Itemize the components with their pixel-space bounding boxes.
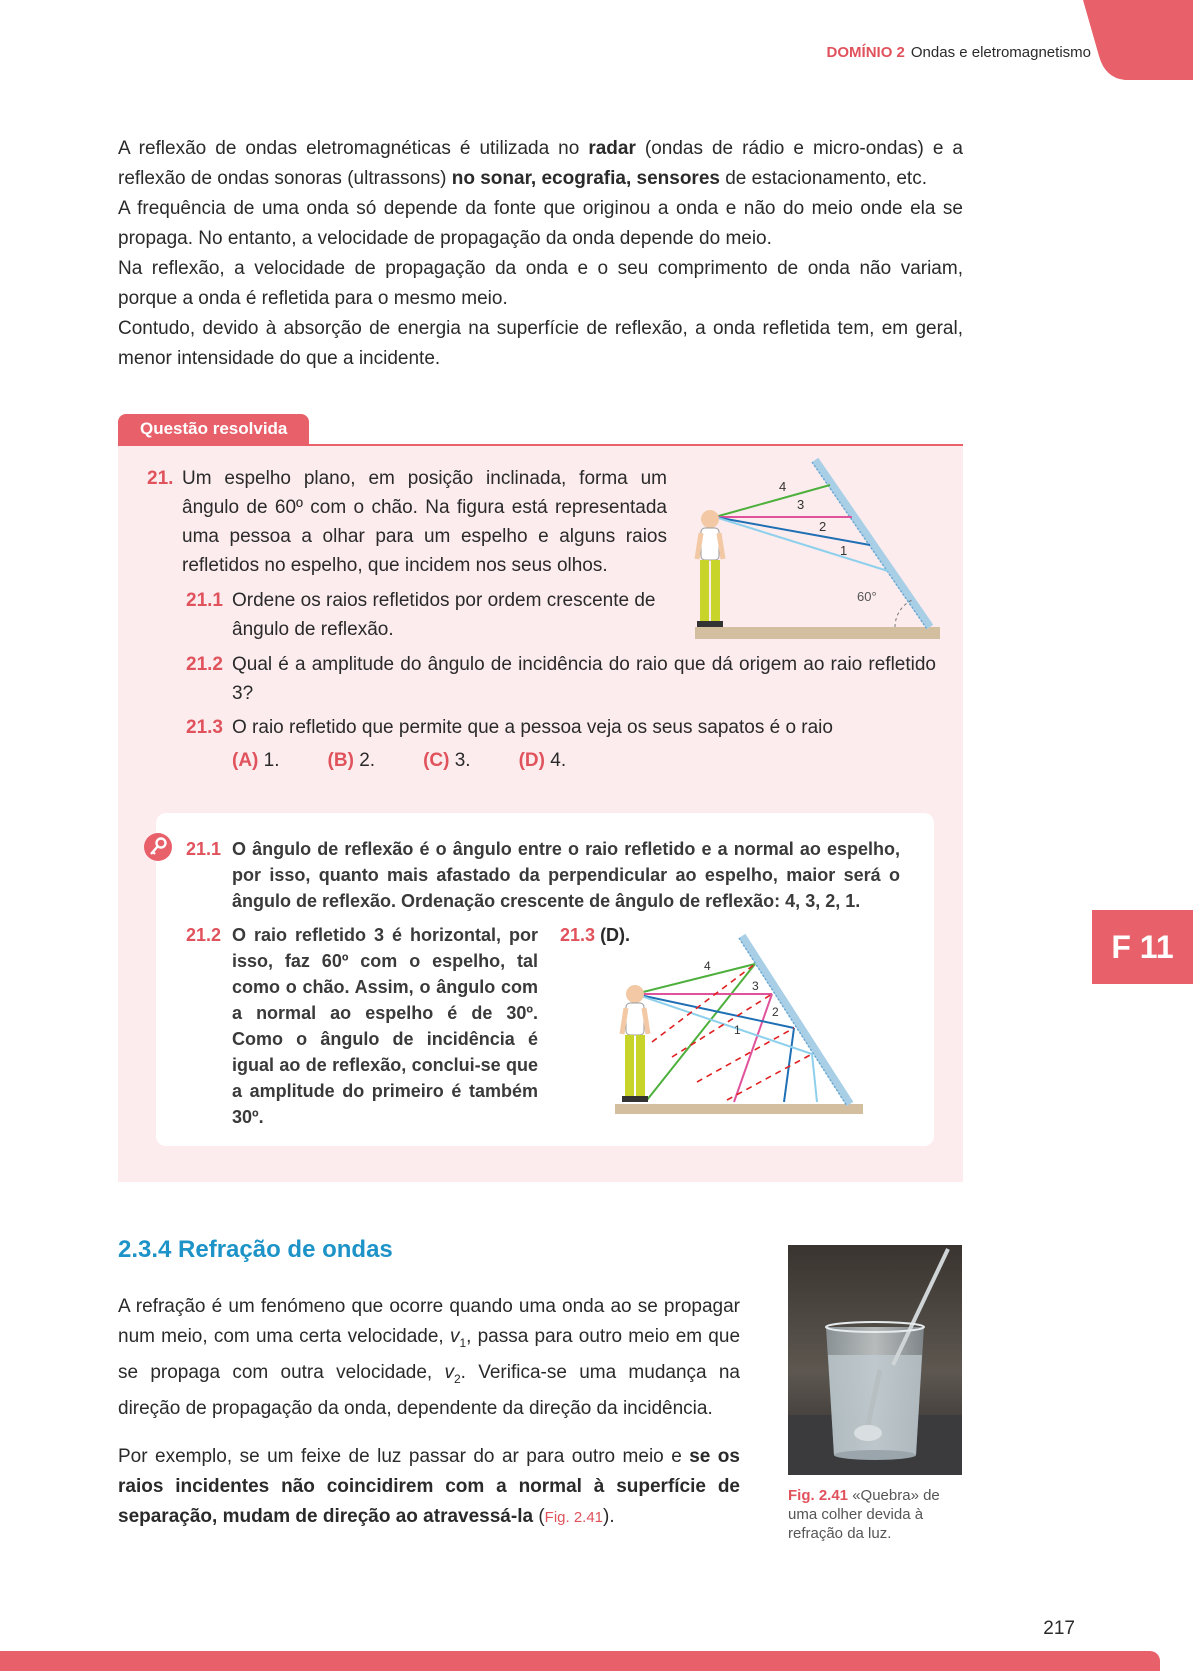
running-header xyxy=(827,44,1091,61)
domain-title: Ondas e eletromagnetismo xyxy=(910,44,1091,61)
intro-paragraph-3: Na reflexão, a velocidade de propagação da onda e o seu comprimento de onda não variam, porque a onda é refletida para o mesmo meio. xyxy=(118,258,963,309)
answer-person-figure xyxy=(622,985,648,1102)
subquestion-21-1: 21.1 Ordene os raios refletidos por ordem crescente de ângulo de reflexão. xyxy=(186,590,656,640)
intro-paragraph-2: A frequência de uma onda só depende da fonte que originou a onda e não do meio onde ela se propaga. No entanto, a velocidade de propagação da onda depende do meio. xyxy=(118,198,963,249)
refraction-paragraph-2: Por exemplo, se um feixe de luz passar do ar para outro meio e se os raios incidentes não coincidirem com a normal à superfície de separação, mudam de direção ao atravessá-la (Fig. 2.41). xyxy=(118,1445,740,1527)
option-a[interactable]: (A) 1. xyxy=(232,750,280,771)
domain-label: DOMÍNIO 2 xyxy=(826,44,905,61)
mirror-figure xyxy=(690,455,945,645)
answer-options xyxy=(232,747,614,775)
side-tab-f11[interactable]: F 11 xyxy=(1092,910,1193,984)
bottom-bar xyxy=(0,1651,1160,1671)
refraction-text xyxy=(118,1292,740,1551)
refraction-paragraph-1: A refração é um fenómeno que ocorre quando uma onda ao se propagar num meio, com uma certa velocidade, $v_1$, passa para outro meio em que se propaga com outra velocidade, $v_2$. Verifica-se uma mudança na direção de propagação da onda, dependente da direção da incidência. xyxy=(118,1296,741,1419)
ray-label-2: 2 xyxy=(819,519,827,534)
subquestion-21-2: 21.2 Qual é a amplitude do ângulo de incidência do raio que dá origem ao raio refletido 3? xyxy=(186,654,936,704)
intro-text xyxy=(118,134,963,374)
answer-ray-label-1: 1 xyxy=(734,1023,741,1037)
figure-caption: Fig. 2.41 «Quebra» de uma colher devida à refração da luz. xyxy=(788,1487,940,1542)
question-21 xyxy=(147,464,667,580)
person-figure xyxy=(697,510,723,627)
answer-mirror-figure xyxy=(612,932,867,1117)
ray-label-3: 3 xyxy=(797,497,805,512)
ray-label-4: 4 xyxy=(779,479,787,494)
answer-21-3: 21.3 (D). xyxy=(560,925,631,945)
angle-label: 60° xyxy=(857,589,877,604)
key-icon xyxy=(143,832,173,862)
corner-decoration xyxy=(1063,0,1193,80)
section-title: 2.3.4 Refração de ondas xyxy=(118,1236,393,1263)
figure-caption-label: Fig. 2.41 xyxy=(788,1487,849,1504)
question-number: 21. xyxy=(147,468,174,489)
answer-ray-label-2: 2 xyxy=(772,1005,779,1019)
subquestion-21-3: 21.3 O raio refletido que permite que a pessoa veja os seus sapatos é o raio xyxy=(186,717,833,738)
intro-paragraph-4: Contudo, devido à absorção de energia na superfície de reflexão, a onda refletida tem, em geral, menor intensidade do que a incidente. xyxy=(118,318,963,369)
option-c[interactable]: (C) 3. xyxy=(423,750,471,771)
ray-label-1: 1 xyxy=(840,543,848,558)
answer-21-1: 21.1 O ângulo de reflexão é o ângulo entre o raio refletido e a normal ao espelho, por isso, quanto mais afastado da perpendicular ao espelho, maior será o ângulo de reflexão. Ordenação crescente de ângulo de reflexão: 4, 3, 2, 1. xyxy=(186,839,900,911)
question-text: Um espelho plano, em posição inclinada, forma um ângulo de 60º com o chão. Na figura está representada uma pessoa a olhar para um espelho e alguns raios refletidos no espelho, que incidem nos seus olhos. xyxy=(182,468,667,576)
solved-question-tab: Questão resolvida xyxy=(118,414,309,444)
page-number: 217 xyxy=(1043,1618,1075,1639)
glass-spoon-photo xyxy=(788,1245,962,1475)
answer-ray-label-3: 3 xyxy=(752,979,759,993)
option-d[interactable]: (D) 4. xyxy=(518,750,567,771)
option-b[interactable]: (B) 2. xyxy=(327,750,376,771)
intro-paragraph-1: A reflexão de ondas eletromagnéticas é utilizada no radar (ondas de rádio e micro-ondas) e a reflexão de ondas sonoras (ultrassons) no sonar, ecografia, sensores de estacionamento, etc. xyxy=(118,138,963,189)
figure-reference-link[interactable]: Fig. 2.41 xyxy=(544,1508,604,1526)
answer-21-2: 21.2 O raio refletido 3 é horizontal, por isso, faz 60º com o espelho, tal como o chão. Assim, o ângulo com a normal ao espelho é de 30º. Como o ângulo de incidência é igual ao de reflexão, conclui-se que a amplitude do primeiro é também 30º. xyxy=(186,925,538,1127)
answer-ray-label-4: 4 xyxy=(704,959,711,973)
